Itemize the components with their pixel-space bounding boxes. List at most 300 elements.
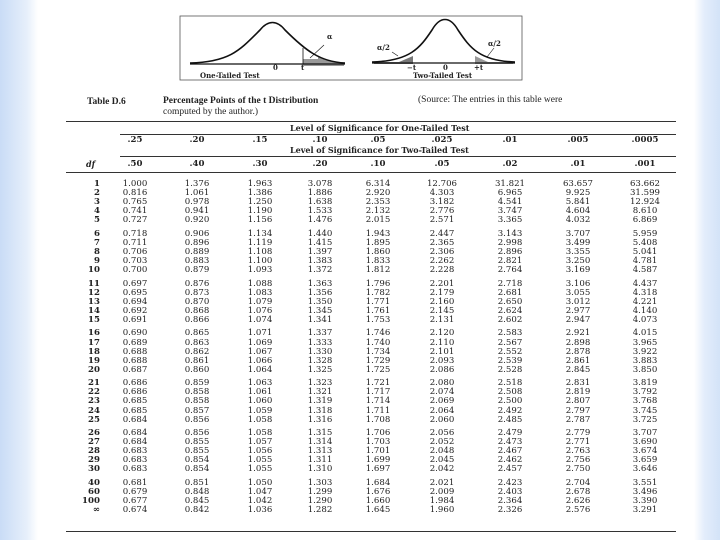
t-value: 3.182 [429, 197, 455, 208]
t-value: 1.376 [184, 179, 210, 189]
two-tailed-level: .01 [570, 159, 586, 169]
t-value: 0.688 [122, 346, 148, 357]
t-value: 1.134 [247, 228, 273, 239]
t-value: 1.074 [247, 315, 273, 325]
t-value: 1.047 [247, 486, 273, 497]
t-value: 1.714 [365, 396, 391, 407]
two-tailed-level: .20 [312, 159, 328, 169]
t-value: 12.706 [426, 179, 458, 189]
t-value: 3.646 [632, 464, 658, 475]
t-value: 2.718 [497, 278, 523, 289]
df-label: df [86, 159, 96, 169]
t-value: 2.048 [429, 446, 455, 457]
df-value: 21 [88, 378, 100, 389]
t-value: 5.841 [565, 197, 591, 208]
t-value: 0.681 [122, 477, 148, 488]
t-value: 5.408 [632, 237, 658, 248]
t-value: 2.571 [429, 215, 455, 226]
one-tailed-level: .025 [431, 135, 453, 145]
one-tailed-level: .20 [189, 135, 205, 145]
t-value: 2.045 [429, 455, 455, 466]
t-value: 3.169 [565, 265, 591, 276]
t-value: 0.765 [122, 197, 148, 208]
t-value: 0.906 [184, 228, 210, 239]
t-value: 0.685 [122, 396, 148, 407]
t-value: 0.695 [122, 287, 148, 298]
alpha-label: α [327, 32, 333, 41]
t-value: 1.303 [307, 477, 333, 488]
zero-label-2: 0 [443, 63, 448, 72]
t-value: 31.599 [629, 188, 661, 199]
t-value: 0.857 [184, 405, 210, 416]
one-tailed-level: .15 [252, 135, 268, 145]
t-value: 0.718 [122, 228, 148, 239]
df-value: 4 [94, 206, 100, 217]
t-value: 0.674 [122, 505, 148, 516]
t-value: 0.868 [184, 305, 210, 316]
t-value: 1.108 [247, 247, 273, 257]
t-value: 0.692 [122, 305, 148, 316]
t-value: 1.397 [307, 247, 333, 257]
t-value: 0.727 [122, 215, 148, 226]
df-value: 28 [88, 446, 100, 457]
t-value: 0.863 [184, 337, 210, 348]
t-value: 4.781 [632, 256, 658, 267]
t-value: 0.889 [184, 247, 210, 257]
t-value: 0.690 [122, 328, 148, 339]
t-value: 0.851 [184, 477, 210, 488]
t-value: 1.796 [365, 278, 391, 289]
t-value: 1.100 [247, 256, 273, 267]
t-value: 1.058 [247, 414, 273, 425]
t-value: 2.650 [497, 296, 523, 307]
t-value: 1.383 [307, 256, 333, 267]
t-value: 0.697 [122, 278, 148, 289]
df-value: 5 [94, 215, 100, 226]
t-value: 2.365 [429, 237, 455, 248]
t-value: 2.750 [565, 464, 591, 475]
df-value: 12 [88, 287, 100, 298]
t-value: 1.190 [247, 206, 273, 217]
t-value: 63.662 [629, 179, 661, 189]
zero-label: 0 [273, 63, 278, 72]
df-value: 15 [88, 315, 100, 325]
t-value: 3.819 [632, 378, 658, 389]
t-value: 2.473 [497, 437, 523, 448]
t-value: 1.282 [307, 505, 333, 516]
t-value: 2.228 [429, 265, 455, 276]
t-value: 3.496 [632, 486, 658, 497]
t-value: 1.328 [307, 355, 333, 366]
t-value: 0.855 [184, 446, 210, 457]
t-value: 1.061 [184, 188, 210, 199]
t-value: 2.042 [429, 464, 455, 475]
t-value: 0.896 [184, 237, 210, 248]
t-value: 2.021 [429, 477, 455, 488]
t-value: 2.056 [429, 428, 455, 438]
t-value: 0.873 [184, 287, 210, 298]
t-value: 1.063 [247, 378, 273, 389]
df-value: 3 [94, 197, 100, 208]
t-value: 2.423 [497, 477, 523, 488]
t-value: 1.050 [247, 477, 273, 488]
t-value: 0.684 [122, 428, 148, 438]
t-value: 3.055 [565, 287, 591, 298]
two-tailed-level: .30 [252, 159, 268, 169]
t-value: 1.943 [365, 228, 391, 239]
t-value: 1.250 [247, 197, 273, 208]
t-value: 0.700 [122, 265, 148, 276]
one-tailed-level: .0005 [631, 135, 659, 145]
t-value: 3.291 [632, 505, 658, 516]
t-value: 4.437 [632, 278, 658, 289]
t-value: 5.041 [632, 247, 658, 257]
t-value: 2.797 [565, 405, 591, 416]
t-value: 3.768 [632, 396, 658, 407]
t-value: 0.845 [184, 496, 210, 506]
t-value: 2.787 [565, 414, 591, 425]
neg-t-label: −t [407, 63, 417, 72]
t-value: 1.363 [307, 278, 333, 289]
t-value: 3.106 [565, 278, 591, 289]
t-value: 3.922 [632, 346, 658, 357]
t-value: 1.771 [365, 296, 391, 307]
t-value: 3.883 [632, 355, 658, 366]
t-value: 2.567 [497, 337, 523, 348]
t-value: 1.323 [307, 378, 333, 389]
t-value: 2.763 [565, 446, 591, 457]
t-value: 1.325 [307, 364, 333, 375]
t-distribution-figure [0, 0, 720, 90]
t-value: 12.924 [629, 197, 661, 208]
df-value: 1 [94, 179, 100, 189]
t-value: 1.064 [247, 364, 273, 375]
t-value: 0.860 [184, 364, 210, 375]
t-value: 0.879 [184, 265, 210, 276]
t-value: 2.508 [497, 387, 523, 398]
t-value: 0.683 [122, 455, 148, 466]
df-value: 20 [88, 364, 100, 375]
df-value: 9 [94, 256, 100, 267]
t-value: 1.311 [307, 455, 333, 466]
t-value: 1.042 [247, 496, 273, 506]
alpha-half-right: α/2 [488, 39, 501, 48]
two-tailed-caption: Two-Tailed Test [413, 71, 473, 80]
t-value: 1.083 [247, 287, 273, 298]
t-value: 1.699 [365, 455, 391, 466]
t-value: 0.870 [184, 296, 210, 307]
t-value: 1.333 [307, 337, 333, 348]
t-value: 1.356 [307, 287, 333, 298]
t-value: 3.659 [632, 455, 658, 466]
t-value: 3.674 [632, 446, 658, 457]
df-value: 60 [88, 486, 100, 497]
t-value: 0.741 [122, 206, 148, 217]
t-value: 1.782 [365, 287, 391, 298]
one-tailed-level: .01 [502, 135, 518, 145]
t-value: 2.093 [429, 355, 455, 366]
t-value: 1.345 [307, 305, 333, 316]
t-value: 2.160 [429, 296, 455, 307]
t-value: 1.315 [307, 428, 333, 438]
t-value: 2.492 [497, 405, 523, 416]
t-value: 2.353 [365, 197, 391, 208]
t-value: 2.764 [497, 265, 523, 276]
t-value: 2.947 [565, 315, 591, 325]
t-value: 63.657 [562, 179, 594, 189]
t-value: 2.861 [565, 355, 591, 366]
t-value: 0.703 [122, 256, 148, 267]
t-value: 3.499 [565, 237, 591, 248]
t-value: 0.679 [122, 486, 148, 497]
df-value: 16 [88, 328, 100, 339]
t-value: 2.704 [565, 477, 591, 488]
t-value: 2.845 [565, 364, 591, 375]
rule [120, 156, 676, 157]
t-value: 1.067 [247, 346, 273, 357]
t-value: 1.895 [365, 237, 391, 248]
t-value: 1.812 [365, 265, 391, 276]
t-value: 2.779 [565, 428, 591, 438]
t-value: 1.055 [247, 455, 273, 466]
t-value: 3.355 [565, 247, 591, 257]
t-value: 4.604 [565, 206, 591, 217]
t-value: 2.518 [497, 378, 523, 389]
t-value: 1.316 [307, 414, 333, 425]
t-value: 1.321 [307, 387, 333, 398]
t-value: 0.854 [184, 455, 210, 466]
t-value: 4.221 [632, 296, 658, 307]
t-value: 1.729 [365, 355, 391, 366]
df-value: 24 [88, 405, 100, 416]
t-value: 2.977 [565, 305, 591, 316]
t-value: 2.921 [565, 328, 591, 339]
t-value: 1.708 [365, 414, 391, 425]
t-value: 0.858 [184, 396, 210, 407]
t-value: 1.056 [247, 446, 273, 457]
t-value: 1.706 [365, 428, 391, 438]
t-value: 1.319 [307, 396, 333, 407]
t-value: 1.055 [247, 464, 273, 475]
t-value: 0.842 [184, 505, 210, 516]
t-value: 2.069 [429, 396, 455, 407]
t-value: 1.313 [307, 446, 333, 457]
t-value: 1.299 [307, 486, 333, 497]
t-value: 1.703 [365, 437, 391, 448]
t-value: 1.036 [247, 505, 273, 516]
t-value: 3.143 [497, 228, 523, 239]
t-value: 2.101 [429, 346, 455, 357]
t-value: 1.701 [365, 446, 391, 457]
t-value: 0.683 [122, 464, 148, 475]
t-value: 0.856 [184, 428, 210, 438]
t-value: 5.959 [632, 228, 658, 239]
t-value: 1.076 [247, 305, 273, 316]
t-value: 1.886 [307, 188, 333, 199]
t-value: 2.131 [429, 315, 455, 325]
two-tailed-level: .05 [434, 159, 450, 169]
two-tailed-level: .001 [634, 159, 656, 169]
t-value: 31.821 [494, 179, 526, 189]
t-value: 1.060 [247, 396, 273, 407]
t-value: 1.833 [365, 256, 391, 267]
df-value: 14 [88, 305, 100, 316]
t-value: 0.694 [122, 296, 148, 307]
t-value: 2.479 [497, 428, 523, 438]
two-tailed-header: Level of Significance for Two-Tailed Test [290, 145, 469, 155]
df-value: 18 [88, 346, 100, 357]
t-label: t [301, 63, 305, 72]
t-value: 0.856 [184, 414, 210, 425]
rule [66, 531, 676, 532]
df-value: 6 [94, 228, 100, 239]
rule [66, 172, 676, 173]
t-value: 3.965 [632, 337, 658, 348]
df-value: 40 [88, 477, 100, 488]
t-value: 1.057 [247, 437, 273, 448]
t-value: 1.071 [247, 328, 273, 339]
t-value: 1.860 [365, 247, 391, 257]
t-value: 2.626 [565, 496, 591, 506]
one-tailed-level: .005 [567, 135, 589, 145]
t-value: 1.660 [365, 496, 391, 506]
t-value: 2.009 [429, 486, 455, 497]
t-value: 1.960 [429, 505, 455, 516]
t-value: 2.771 [565, 437, 591, 448]
t-value: 1.725 [365, 364, 391, 375]
one-tailed-level: .05 [370, 135, 386, 145]
t-value: 0.865 [184, 328, 210, 339]
alpha-half-left: α/2 [377, 43, 390, 52]
t-value: 0.854 [184, 464, 210, 475]
t-value: 0.706 [122, 247, 148, 257]
df-value: 13 [88, 296, 100, 307]
table-title: Percentage Points of the t Distribution [163, 96, 319, 106]
t-value: 0.683 [122, 446, 148, 457]
t-value: 6.314 [365, 179, 391, 189]
t-value: 2.756 [565, 455, 591, 466]
one-tailed-curve [190, 23, 345, 64]
t-value: 2.831 [565, 378, 591, 389]
t-value: 4.318 [632, 287, 658, 298]
t-value: 0.855 [184, 437, 210, 448]
df-value: 100 [82, 496, 100, 506]
t-value: 4.140 [632, 305, 658, 316]
t-value: 2.326 [497, 505, 523, 516]
t-value: 2.898 [565, 337, 591, 348]
t-value: 1.533 [307, 206, 333, 217]
t-value: 2.576 [565, 505, 591, 516]
t-value: 0.684 [122, 414, 148, 425]
t-value: 1.088 [247, 278, 273, 289]
t-value: 2.678 [565, 486, 591, 497]
t-value: 1.415 [307, 237, 333, 248]
t-value: 4.587 [632, 265, 658, 276]
t-value: 2.583 [497, 328, 523, 339]
t-value: 2.447 [429, 228, 455, 239]
df-value: 25 [88, 414, 100, 425]
t-value: 0.848 [184, 486, 210, 497]
source-line-2: computed by the author.) [163, 107, 258, 117]
t-value: 0.686 [122, 378, 148, 389]
df-value: 29 [88, 455, 100, 466]
t-value: 0.859 [184, 378, 210, 389]
one-tailed-level: .10 [312, 135, 328, 145]
t-value: 0.677 [122, 496, 148, 506]
t-value: 2.821 [497, 256, 523, 267]
t-value: 0.688 [122, 355, 148, 366]
t-value: 1.740 [365, 337, 391, 348]
t-value: 2.998 [497, 237, 523, 248]
t-value: 1.684 [365, 477, 391, 488]
t-value: 2.896 [497, 247, 523, 257]
df-value: 26 [88, 428, 100, 438]
t-value: 3.250 [565, 256, 591, 267]
t-value: 2.060 [429, 414, 455, 425]
one-tailed-level: .25 [127, 135, 143, 145]
t-value: 3.792 [632, 387, 658, 398]
t-value: 2.920 [365, 188, 391, 199]
t-value: 1.676 [365, 486, 391, 497]
t-value: 2.120 [429, 328, 455, 339]
t-value: 2.201 [429, 278, 455, 289]
df-value: 7 [94, 237, 100, 248]
t-value: 4.541 [497, 197, 523, 208]
t-value: 2.086 [429, 364, 455, 375]
t-value: 0.941 [184, 206, 210, 217]
t-value: 2.132 [365, 206, 391, 217]
two-tailed-level: .50 [127, 159, 143, 169]
t-value: 0.978 [184, 197, 210, 208]
df-value: 10 [88, 265, 100, 276]
t-value: 2.080 [429, 378, 455, 389]
t-value: 3.745 [632, 405, 658, 416]
t-value: 1.337 [307, 328, 333, 339]
t-value: 1.119 [247, 237, 273, 248]
t-value: 2.528 [497, 364, 523, 375]
t-value: 0.816 [122, 188, 148, 199]
t-value: 1.645 [365, 505, 391, 516]
t-value: 2.681 [497, 287, 523, 298]
t-value: 2.403 [497, 486, 523, 497]
t-value: 1.079 [247, 296, 273, 307]
t-value: 2.262 [429, 256, 455, 267]
t-value: 2.064 [429, 405, 455, 416]
df-value: 30 [88, 464, 100, 475]
t-value: 0.858 [184, 387, 210, 398]
t-value: 1.697 [365, 464, 391, 475]
t-value: 1.290 [307, 496, 333, 506]
t-value: 1.761 [365, 305, 391, 316]
t-value: 2.462 [497, 455, 523, 466]
t-value: 2.807 [565, 396, 591, 407]
t-value: 2.015 [365, 215, 391, 226]
t-value: 6.869 [632, 215, 658, 226]
t-value: 2.624 [497, 305, 523, 316]
t-value: 0.686 [122, 387, 148, 398]
t-value: 2.457 [497, 464, 523, 475]
t-value: 1.711 [365, 405, 391, 416]
t-value: 2.552 [497, 346, 523, 357]
t-value: 2.074 [429, 387, 455, 398]
t-value: 1.386 [247, 188, 273, 199]
t-value: 0.866 [184, 315, 210, 325]
t-value: 3.747 [497, 206, 523, 217]
t-value: 3.725 [632, 414, 658, 425]
t-value: 1.318 [307, 405, 333, 416]
t-value: 3.850 [632, 364, 658, 375]
t-value: 1.330 [307, 346, 333, 357]
